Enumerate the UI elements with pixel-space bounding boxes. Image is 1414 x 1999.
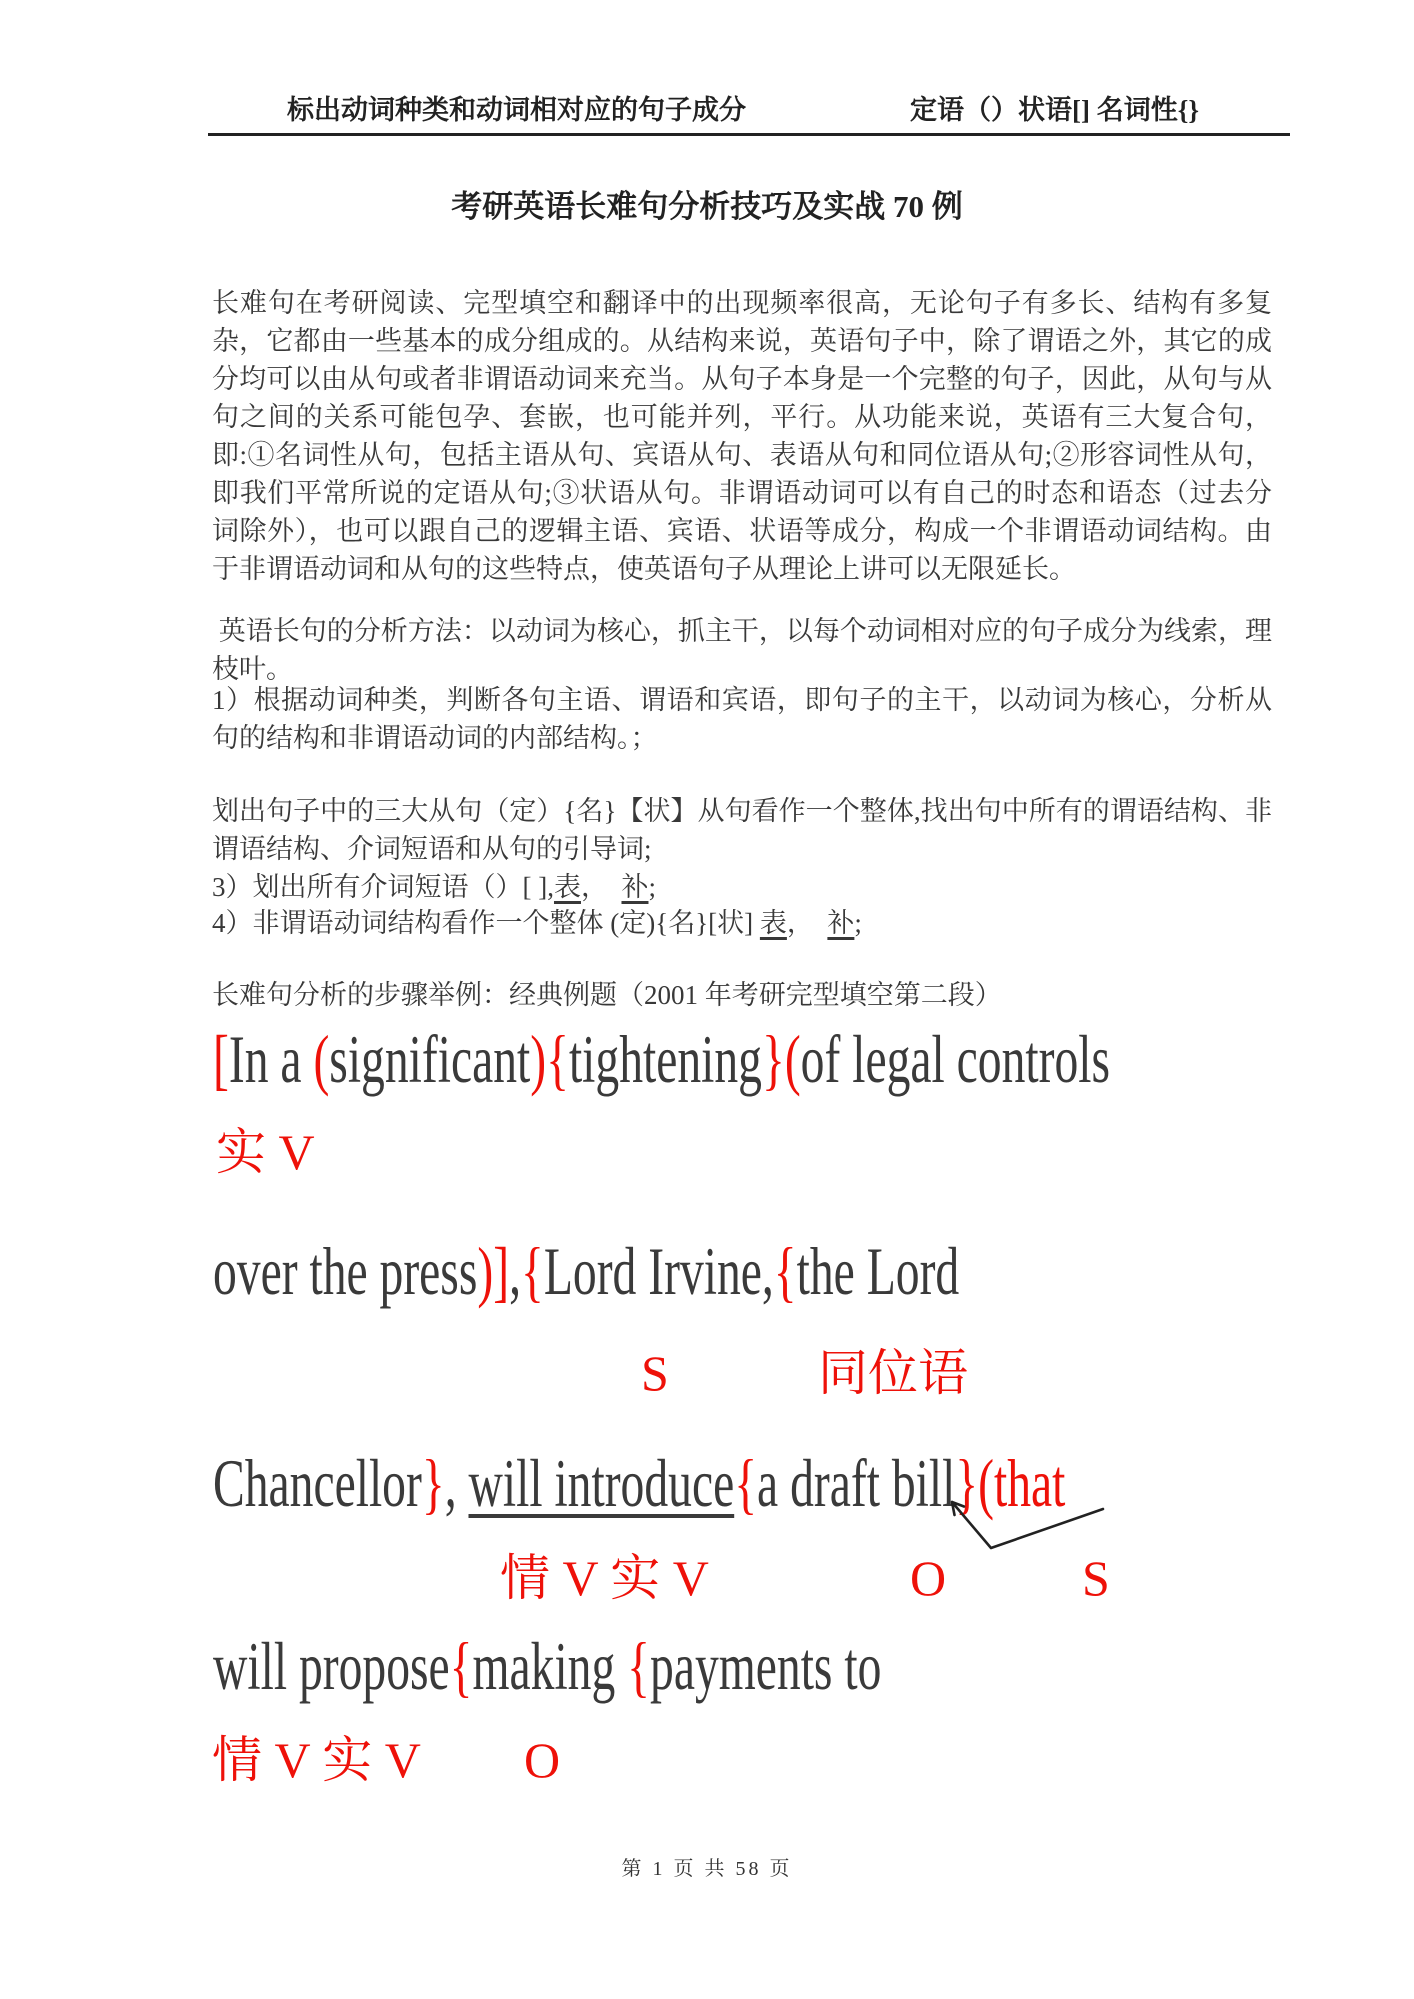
annotation-subject-2: S: [1082, 1550, 1110, 1606]
intro-paragraph: 长难句在考研阅读、完型填空和翻译中的出现频率很高，无论句子有多长、结构有多复杂，它都由一些基本的成分组成的。从结构来说，英语句子中，除了谓语之外，其它的成分均可以由从句或者非谓语动词来充当。从句子本身是一个完整的句子，因此，从句与从句之间的关系可能包孕、套嵌，也可能并列，平行。从功能来说，英语有三大复合句，即:①名词性从句，包括主语从句、宾语从句、表语从句和同位语从句;②形容词性从句，即我们平常所说的定语从句;③状语从句。非谓语动词可以有自己的时态和语态（过去分词除外），也可以跟自己的逻辑主语、宾语、状语等成分，构成一个非谓语动词结构。由于非谓语动词和从句的这些特点，使英语句子从理论上讲可以无限延长。: [212, 288, 1272, 584]
header-rule: [208, 133, 1290, 136]
step2-paragraph: 划出句子中的三大从句（定）{名}【状】从句看作一个整体,找出句中所有的谓语结构、非谓语结构、介词短语和从句的引导词;: [212, 796, 1272, 864]
annotation-qing-v-shi-v-1: 情 V 实 V: [500, 1550, 709, 1606]
example-sentence-line-4: will propose{making {payments to: [213, 1628, 882, 1704]
annotation-shi-v-1: 实 V: [216, 1124, 315, 1180]
step1-paragraph: 1）根据动词种类，判断各句主语、谓语和宾语，即句子的主干，以动词为核心，分析从句的结构和非谓语动词的内部结构。；: [212, 685, 1272, 753]
annotation-object-1: O: [910, 1550, 947, 1606]
example-sentence-line-3: Chancellor}, will introduce{a draft bill}(that: [213, 1445, 1066, 1521]
annotation-qing-v-shi-v-2: 情 V 实 V: [212, 1732, 421, 1788]
example-intro-paragraph: 长难句分析的步骤举例：经典例题（2001 年考研完型填空第二段）: [212, 980, 1002, 1010]
header-left-text: 标出动词种类和动词相对应的句子成分: [287, 95, 746, 125]
annotation-apposition: 同位语: [818, 1345, 968, 1401]
annotation-arrow: [938, 1492, 1113, 1558]
example-sentence-line-2: over the press)],{Lord Irvine,{the Lord: [213, 1233, 960, 1309]
annotation-object-2: O: [524, 1732, 561, 1788]
annotation-subject-1: S: [641, 1345, 669, 1401]
method-paragraph: 英语长句的分析方法：以动词为核心，抓主干，以每个动词相对应的句子成分为线索，理枝叶。: [212, 616, 1273, 684]
header-right-text: 定语（）状语[] 名词性{}: [909, 95, 1199, 125]
step3-paragraph: 3）划出所有介词短语（）[ ],表， 补;: [212, 872, 656, 902]
example-sentence-line-1: [In a (significant){tightening}(of legal controls: [213, 1021, 1110, 1097]
step4-paragraph: 4）非谓语动词结构看作一个整体 (定){名}[状] 表， 补;: [212, 908, 862, 938]
document-title: 考研英语长难句分析技巧及实战 70 例: [451, 189, 963, 224]
page-number: 第 1 页 共 58 页: [621, 1858, 793, 1880]
page-header: [287, 94, 1199, 126]
